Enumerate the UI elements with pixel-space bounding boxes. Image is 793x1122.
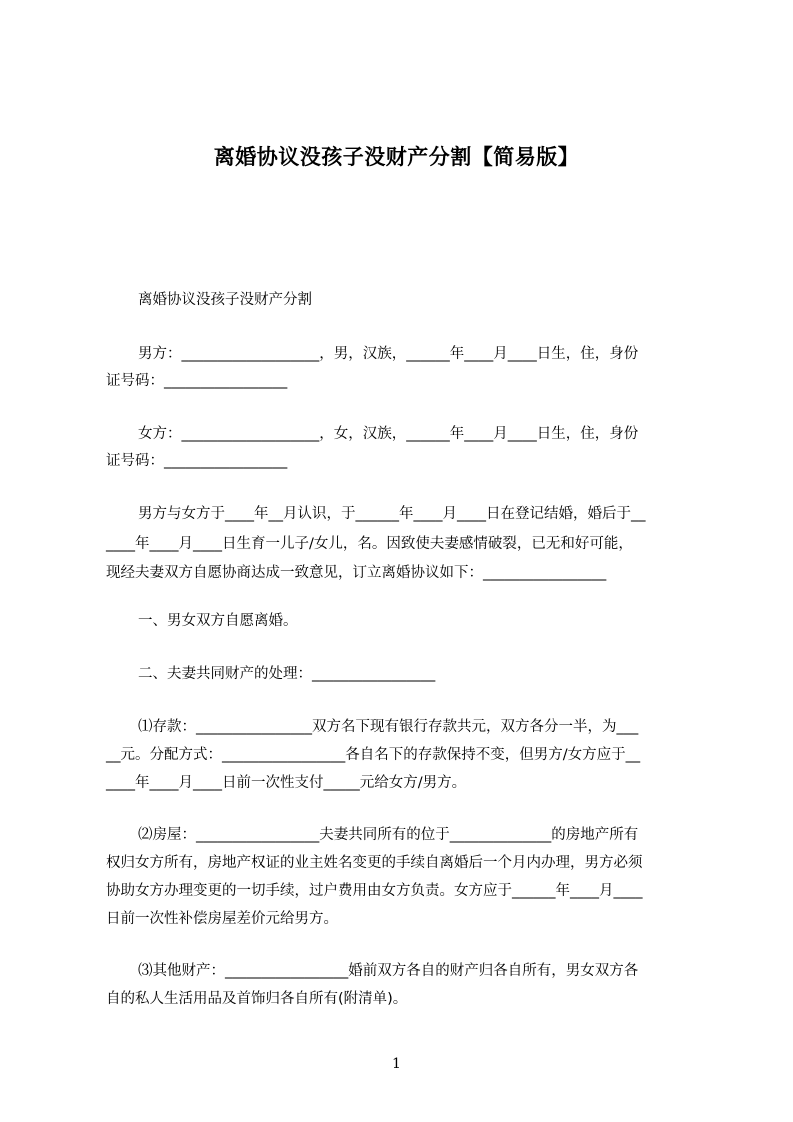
document-title: 离婚协议没孩子没财产分割【简易版】 (213, 145, 580, 169)
other-property-line-2: 自的私人生活用品及首饰归各自所有(附清单)。 (106, 991, 408, 1007)
deposits-line-1: ⑴存款：________________双方名下现有银行存款共元，双方各分一半，为___ (138, 719, 639, 735)
female-party-line-1: 女方：___________________，女，汉族，______年____月____日生，住，身份 (138, 426, 639, 442)
other-property-line-1: ⑶其他财产：_________________婚前双方各自的财产归各自所有，男女双方各 (138, 963, 639, 979)
female-party-line-2: 证号码：_________________ (106, 453, 288, 469)
deposits-line-2: __元。分配方式：_________________各自名下的存款保持不变，但男方/女方应于__ (106, 747, 641, 763)
clause-2-heading: 二、夫妻共同财产的处理：_________________ (138, 666, 436, 682)
deposits-line-3: ____年____月____日前一次性支付_____元给女方/男方。 (106, 775, 467, 791)
preamble-line-2: ____年____月____日生育一儿子/女儿，名。因致使夫妻感情破裂，已无和好可能， (106, 536, 633, 552)
house-line-4: 日前一次性补偿房屋差价元给男方。 (106, 911, 338, 927)
house-line-3: 协助女方办理变更的一切手续，过户费用由女方负责。女方应于______年____月____ (106, 883, 643, 899)
preamble-line-1: 男方与女方于____年__月认识，于______年____月____日在登记结婚，婚后于__ (138, 506, 646, 522)
preamble-line-3: 现经夫妻双方自愿协商达成一致意见，订立离婚协议如下：_________________ (106, 565, 607, 581)
subtitle: 离婚协议没孩子没财产分割 (138, 292, 312, 308)
clause-1: 一、男女双方自愿离婚。 (138, 613, 298, 629)
page-number: 1 (392, 1056, 401, 1072)
male-party-line-1: 男方：___________________，男，汉族，______年____月____日生，住，身份 (138, 346, 639, 362)
male-party-line-2: 证号码：_________________ (106, 373, 288, 389)
house-line-1: ⑵房屋：_________________夫妻共同所有的位于______________的房地产所有 (138, 827, 639, 843)
house-line-2: 权归女方所有，房地产权证的业主姓名变更的手续自离婚后一个月内办理，男方必须 (106, 855, 643, 871)
